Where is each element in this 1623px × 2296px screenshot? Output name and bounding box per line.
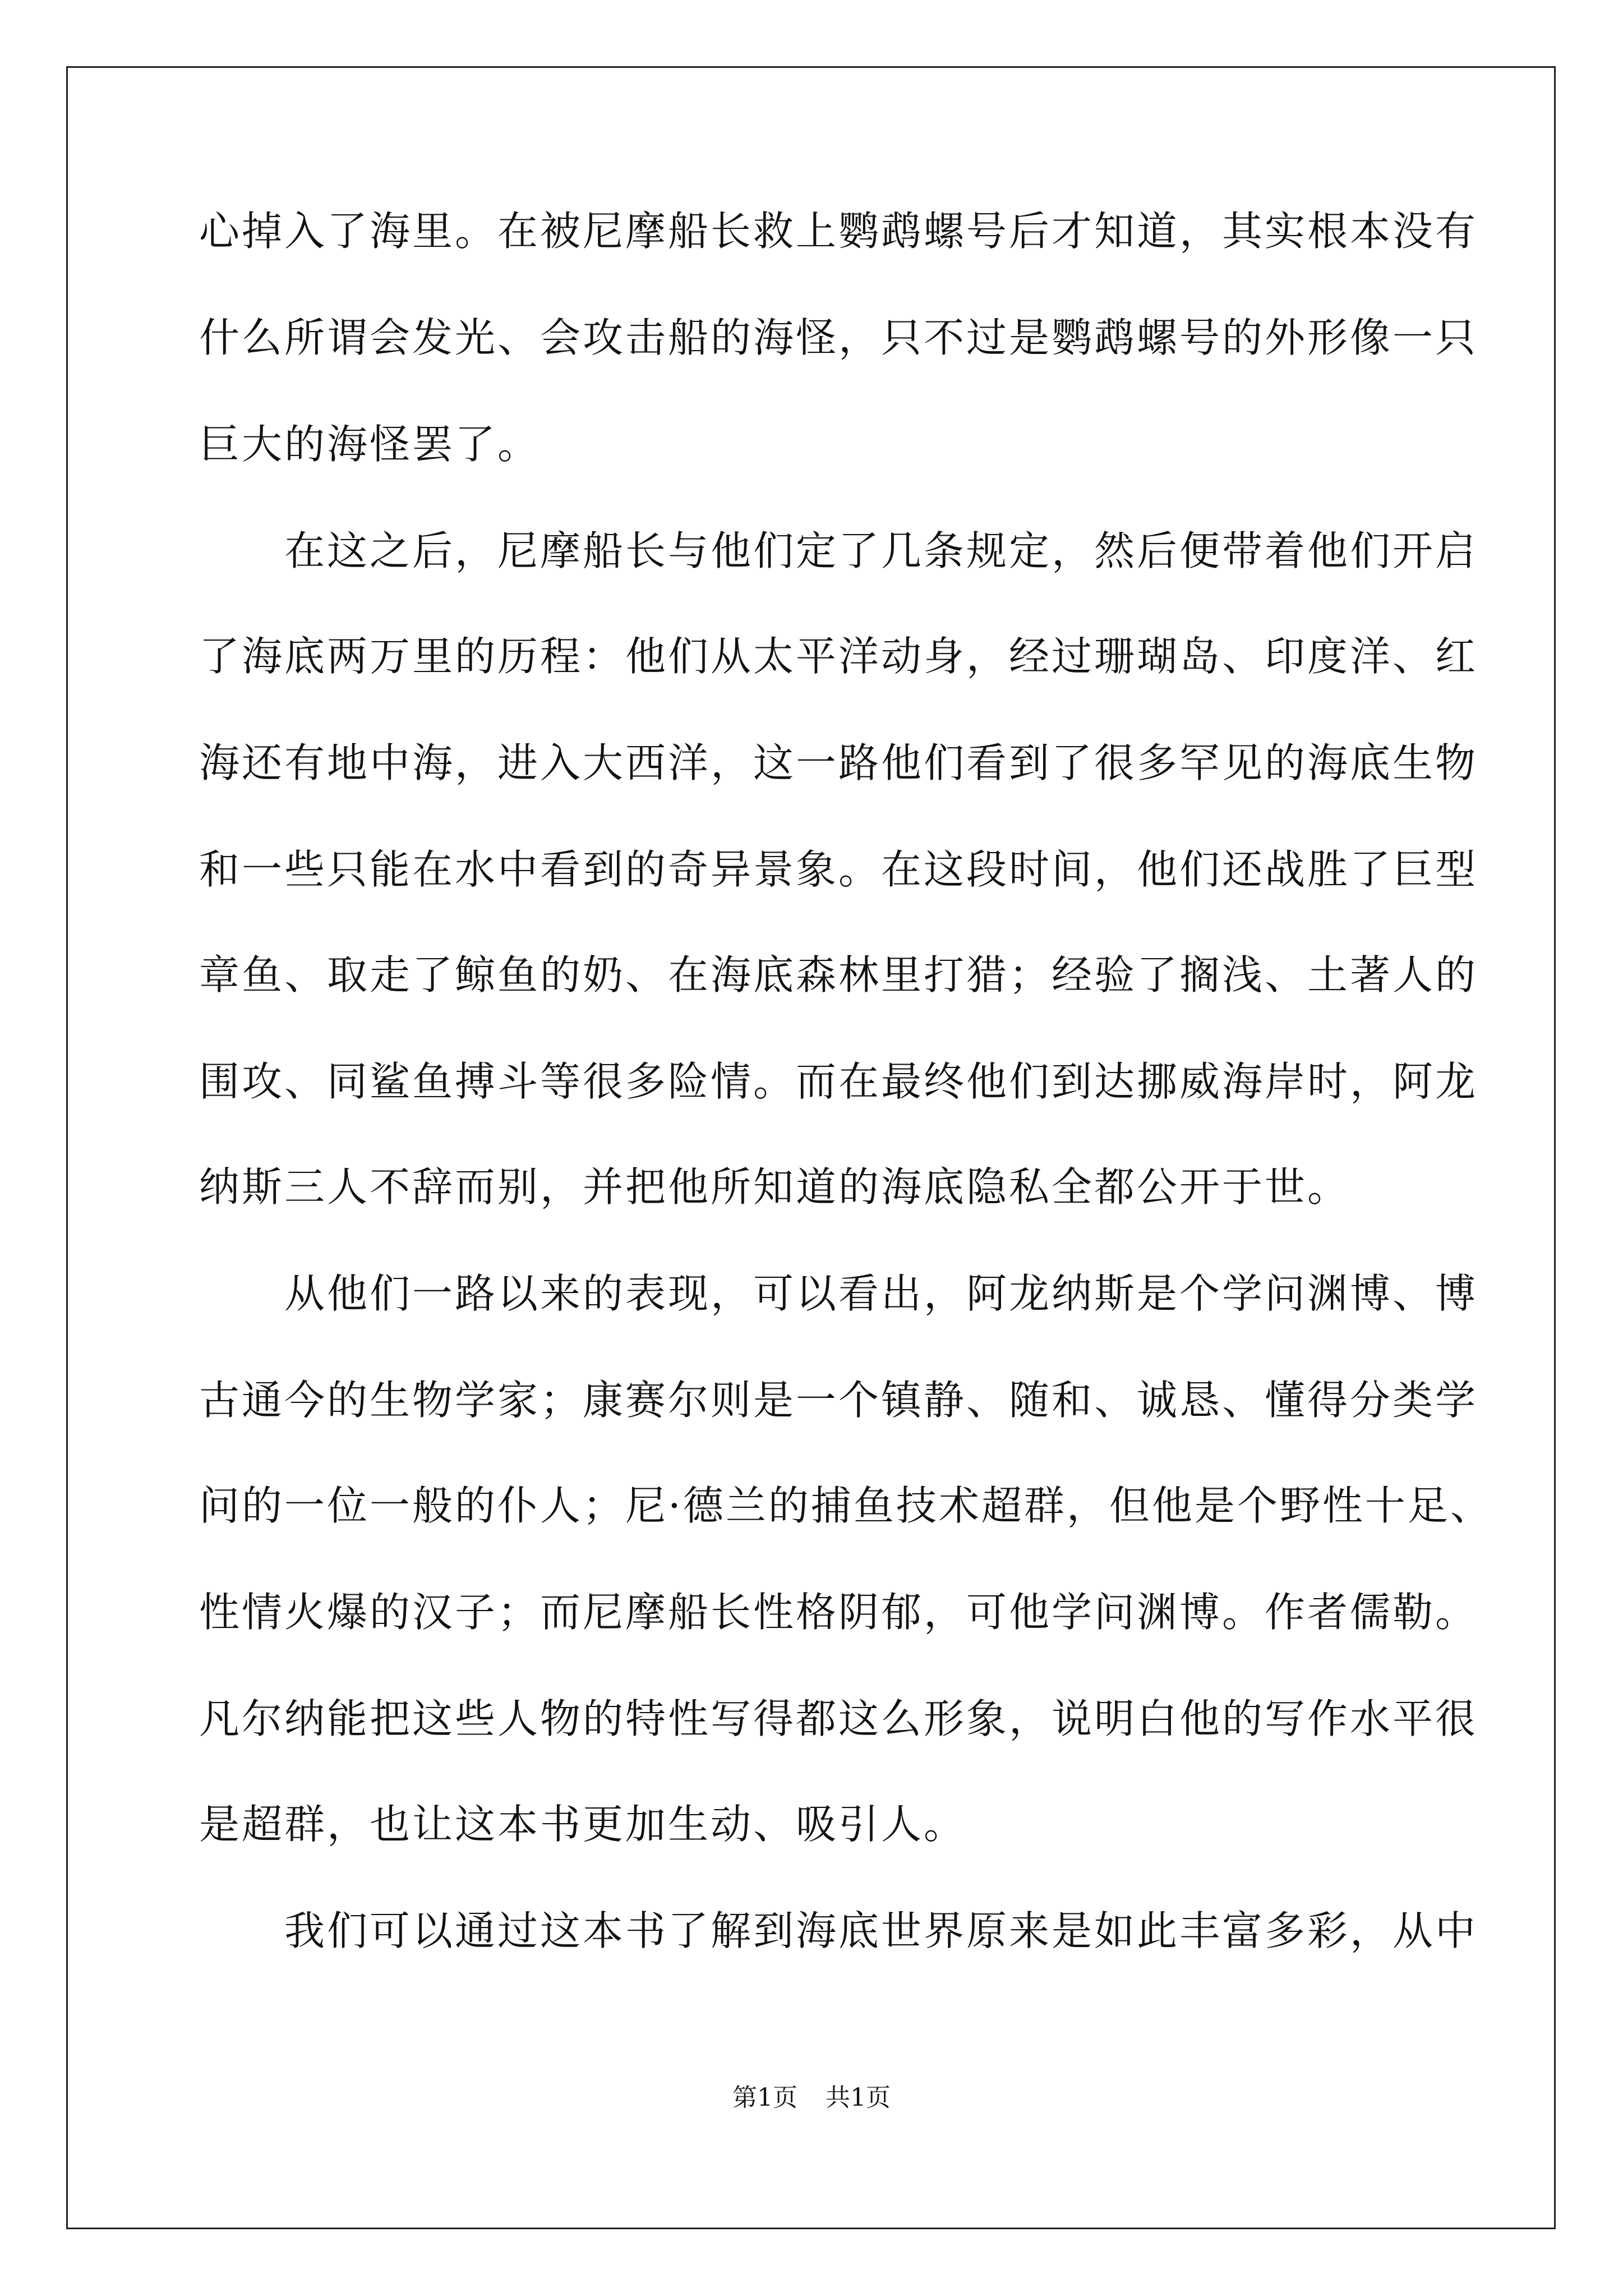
text-line: 是超群，也让这本书更加生动、吸引人。 (199, 1801, 967, 1848)
text-line: 在这之后，尼摩船长与他们定了几条规定，然后便带着他们开启 (199, 527, 1478, 574)
text-line: 从他们一路以来的表现，可以看出，阿龙纳斯是个学问渊博、博 (199, 1270, 1478, 1317)
page-number-total: 共1页 (826, 2083, 891, 2112)
text-line: 我们可以通过这本书了解到海底世界原来是如此丰富多彩，从中 (199, 1907, 1478, 1954)
text-line: 心掉入了海里。在被尼摩船长救上鹦鹉螺号后才知道，其实根本没有 (199, 208, 1478, 255)
text-line: 和一些只能在水中看到的奇异景象。在这段时间，他们还战胜了巨型 (199, 846, 1478, 893)
text-line: 纳斯三人不辞而别，并把他所知道的海底隐私全都公开于世。 (199, 1163, 1350, 1211)
page-border (66, 66, 1556, 2229)
text-line: 了海底两万里的历程：他们从太平洋动身，经过珊瑚岛、印度洋、红 (199, 633, 1478, 680)
text-line: 什么所谓会发光、会攻击船的海怪，只不过是鹦鹉螺号的外形像一只 (199, 314, 1478, 361)
text-line: 章鱼、取走了鲸鱼的奶、在海底森林里打猎；经验了搁浅、土著人的 (199, 951, 1478, 999)
page-footer (0, 2083, 1623, 2112)
text-line: 古通今的生物学家；康赛尔则是一个镇静、随和、诚恳、懂得分类学 (199, 1377, 1478, 1424)
text-line: 巨大的海怪罢了。 (199, 421, 541, 468)
page-number-current: 第1页 (732, 2083, 797, 2112)
text-line: 凡尔纳能把这些人物的特性写得都这么形象，说明白他的写作水平很 (199, 1695, 1478, 1742)
text-line: 性情火爆的汉子；而尼摩船长性格阴郁，可他学问渊博。作者儒勒。 (199, 1589, 1478, 1636)
text-line: 海还有地中海，进入大西洋，这一路他们看到了很多罕见的海底生物 (199, 739, 1478, 786)
text-line: 围攻、同鲨鱼搏斗等很多险情。而在最终他们到达挪威海岸时，阿龙 (199, 1058, 1478, 1105)
text-line: 问的一位一般的仆人；尼·德兰的捕鱼技术超群，但他是个野性十足、 (199, 1482, 1493, 1529)
